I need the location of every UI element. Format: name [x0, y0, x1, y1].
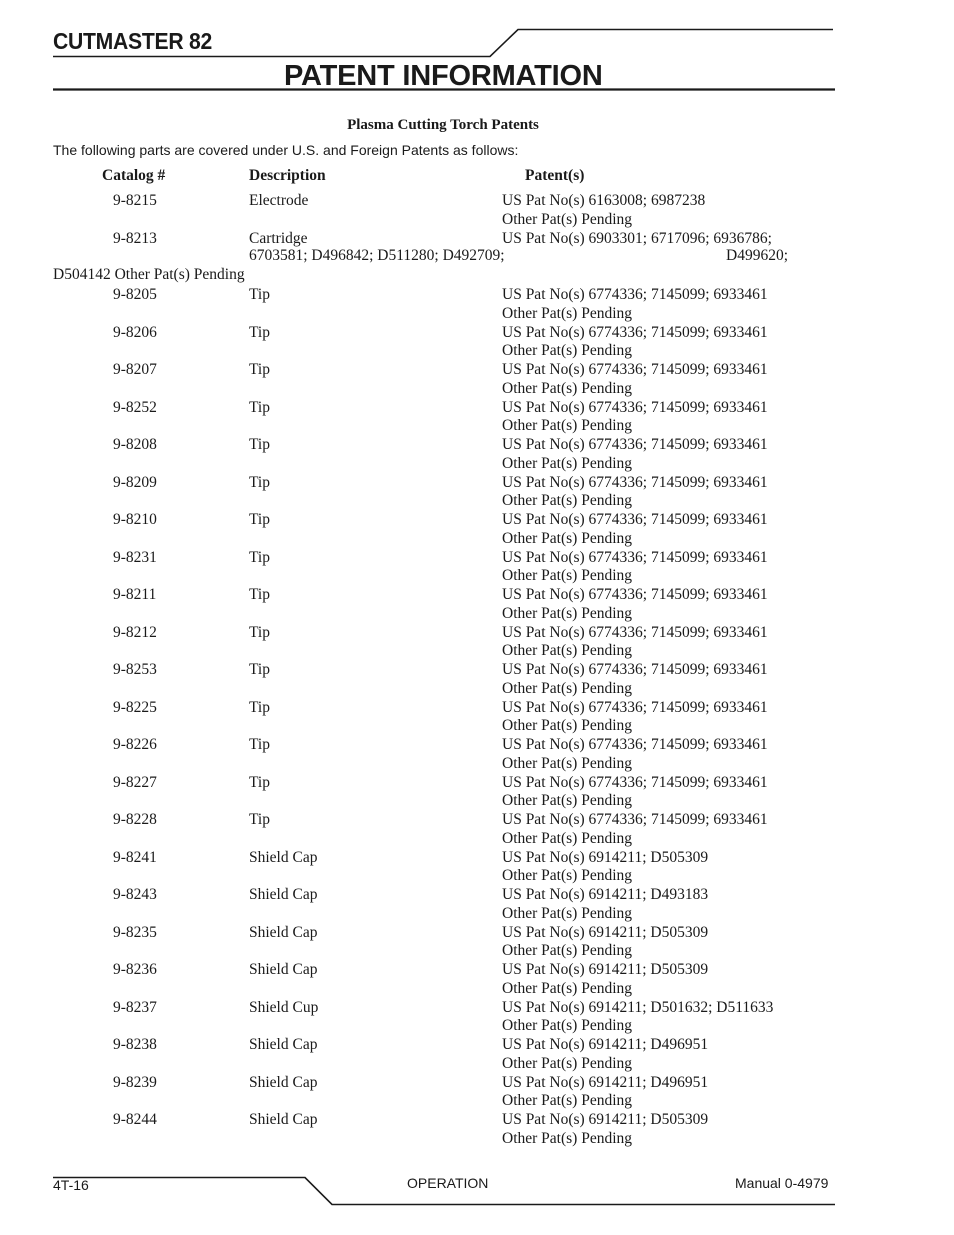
patent-pending: Other Pat(s) Pending [502, 417, 633, 434]
patent-pending: Other Pat(s) Pending [502, 942, 633, 959]
catalog-number: 9-8243 [113, 886, 157, 903]
catalog-number: 9-8238 [113, 1036, 157, 1053]
part-description: Tip [249, 398, 270, 416]
footer-section: OPERATION [407, 1175, 489, 1191]
part-description: Tip [249, 623, 270, 641]
catalog-number: 9-8206 [113, 323, 157, 341]
part-description: Tip [249, 323, 270, 341]
patent-numbers: US Pat No(s) 6774336; 7145099; 6933461 [502, 773, 768, 791]
catalog-number: 9-8228 [113, 811, 157, 828]
catalog-number: 9-8213 [113, 230, 157, 247]
cartridge-continuation-line-2: D504142 Other Pat(s) Pending [53, 266, 245, 283]
part-description: Tip [249, 586, 270, 603]
part-description: Tip [249, 698, 270, 716]
catalog-number: 9-8212 [113, 623, 157, 641]
catalog-number: 9-8226 [113, 736, 157, 753]
patent-pending: Other Pat(s) Pending [502, 679, 633, 697]
catalog-number: 9-8235 [113, 923, 157, 941]
manual-number: Manual 0-4979 [735, 1175, 829, 1191]
patent-numbers: US Pat No(s) 6163008; 6987238 [502, 192, 706, 209]
part-description: Tip [249, 511, 270, 528]
catalog-number: 9-8208 [113, 436, 157, 453]
patent-numbers: US Pat No(s) 6914211; D505309 [502, 1111, 709, 1128]
patent-pending: Other Pat(s) Pending [502, 1017, 633, 1034]
patent-numbers: US Pat No(s) 6774336; 7145099; 6933461 [502, 436, 768, 453]
section-title: Plasma Cutting Torch Patents [347, 117, 539, 133]
patent-pending: Other Pat(s) Pending [502, 1129, 633, 1147]
part-description: Shield Cap [249, 848, 318, 866]
part-description: Tip [249, 436, 270, 453]
catalog-number: 9-8252 [113, 398, 157, 416]
intro-text: The following parts are covered under U.S. and Foreign Patents as follows: [53, 142, 519, 158]
patent-numbers: US Pat No(s) 6774336; 7145099; 6933461 [502, 736, 768, 753]
part-description: Cartridge [249, 230, 308, 247]
page-number: 4T-16 [53, 1177, 89, 1193]
patent-numbers: US Pat No(s) 6914211; D501632; D511633 [502, 998, 774, 1016]
part-description: Tip [249, 548, 270, 566]
patent-numbers: US Pat No(s) 6774336; 7145099; 6933461 [502, 661, 768, 678]
patent-numbers: US Pat No(s) 6774336; 7145099; 6933461 [502, 511, 768, 528]
catalog-number: 9-8215 [113, 192, 157, 209]
patent-numbers: US Pat No(s) 6774336; 7145099; 6933461 [502, 473, 768, 491]
catalog-number: 9-8239 [113, 1073, 157, 1091]
cartridge-continuation-right: D499620; [726, 247, 788, 264]
part-description: Tip [249, 661, 270, 678]
patent-pending: Other Pat(s) Pending [502, 792, 633, 809]
part-description: Tip [249, 773, 270, 791]
patent-pending: Other Pat(s) Pending [502, 1054, 633, 1072]
patent-numbers: US Pat No(s) 6774336; 7145099; 6933461 [502, 698, 768, 716]
part-description: Shield Cap [249, 923, 318, 941]
part-description: Tip [249, 361, 270, 378]
patent-numbers: US Pat No(s) 6774336; 7145099; 6933461 [502, 398, 768, 416]
cartridge-continuation-line: 6703581; D496842; D511280; D492709; [249, 247, 505, 264]
column-header-patents: Patent(s) [525, 167, 585, 184]
patent-numbers: US Pat No(s) 6774336; 7145099; 6933461 [502, 623, 768, 641]
patent-numbers: US Pat No(s) 6914211; D505309 [502, 848, 709, 866]
part-description: Tip [249, 473, 270, 491]
catalog-number: 9-8236 [113, 961, 157, 978]
part-description: Shield Cap [249, 961, 318, 978]
part-description: Shield Cup [249, 998, 319, 1016]
patent-pending: Other Pat(s) Pending [502, 829, 633, 847]
patent-pending: Other Pat(s) Pending [502, 454, 633, 472]
part-description: Tip [249, 286, 270, 303]
patent-pending: Other Pat(s) Pending [502, 529, 633, 547]
catalog-number: 9-8231 [113, 548, 157, 566]
part-description: Shield Cap [249, 1073, 318, 1091]
patent-pending: Other Pat(s) Pending [502, 492, 633, 509]
patent-numbers: US Pat No(s) 6774336; 7145099; 6933461 [502, 286, 768, 303]
catalog-number: 9-8241 [113, 848, 157, 866]
patent-numbers: US Pat No(s) 6914211; D505309 [502, 961, 709, 978]
patent-pending: Other Pat(s) Pending [502, 1092, 633, 1109]
patent-pending: Other Pat(s) Pending [502, 717, 633, 734]
patent-pending: Other Pat(s) Pending [502, 642, 633, 659]
patent-pending: Other Pat(s) Pending [502, 304, 633, 322]
column-header-catalog: Catalog # [102, 167, 166, 184]
patent-pending: Other Pat(s) Pending [502, 979, 633, 997]
patent-numbers: US Pat No(s) 6774336; 7145099; 6933461 [502, 548, 768, 566]
catalog-number: 9-8225 [113, 698, 157, 716]
catalog-number: 9-8210 [113, 511, 157, 528]
patent-numbers: US Pat No(s) 6914211; D493183 [502, 886, 709, 903]
patent-numbers: US Pat No(s) 6914211; D505309 [502, 923, 709, 941]
part-description: Shield Cap [249, 886, 318, 903]
patent-pending: Other Pat(s) Pending [502, 342, 633, 359]
patent-pending: Other Pat(s) Pending [502, 210, 633, 228]
patent-pending: Other Pat(s) Pending [502, 867, 633, 884]
column-header-description: Description [249, 167, 326, 184]
catalog-number: 9-8227 [113, 773, 157, 791]
part-description: Tip [249, 736, 270, 753]
patent-pending: Other Pat(s) Pending [502, 904, 633, 922]
product-title: CUTMASTER 82 [53, 28, 212, 54]
patent-numbers: US Pat No(s) 6774336; 7145099; 6933461 [502, 361, 768, 378]
catalog-number: 9-8237 [113, 998, 157, 1016]
catalog-number: 9-8253 [113, 661, 157, 678]
part-description: Shield Cap [249, 1036, 318, 1053]
patent-numbers: US Pat No(s) 6774336; 7145099; 6933461 [502, 323, 768, 341]
catalog-number: 9-8211 [113, 586, 157, 603]
part-description: Shield Cap [249, 1111, 318, 1128]
catalog-number: 9-8244 [113, 1111, 157, 1128]
patent-numbers: US Pat No(s) 6903301; 6717096; 6936786; [502, 230, 772, 247]
catalog-number: 9-8207 [113, 361, 157, 378]
catalog-number: 9-8205 [113, 286, 157, 303]
patent-numbers: US Pat No(s) 6774336; 7145099; 6933461 [502, 811, 768, 828]
patent-numbers: US Pat No(s) 6914211; D496951 [502, 1036, 709, 1053]
patent-numbers: US Pat No(s) 6914211; D496951 [502, 1073, 709, 1091]
patent-numbers: US Pat No(s) 6774336; 7145099; 6933461 [502, 586, 768, 603]
patent-pending: Other Pat(s) Pending [502, 754, 633, 772]
part-description: Electrode [249, 192, 309, 209]
catalog-number: 9-8209 [113, 473, 157, 491]
patent-pending: Other Pat(s) Pending [502, 604, 633, 622]
part-description: Tip [249, 811, 270, 828]
page-title: PATENT INFORMATION [284, 60, 603, 92]
patent-pending: Other Pat(s) Pending [502, 379, 633, 397]
patent-pending: Other Pat(s) Pending [502, 567, 633, 584]
